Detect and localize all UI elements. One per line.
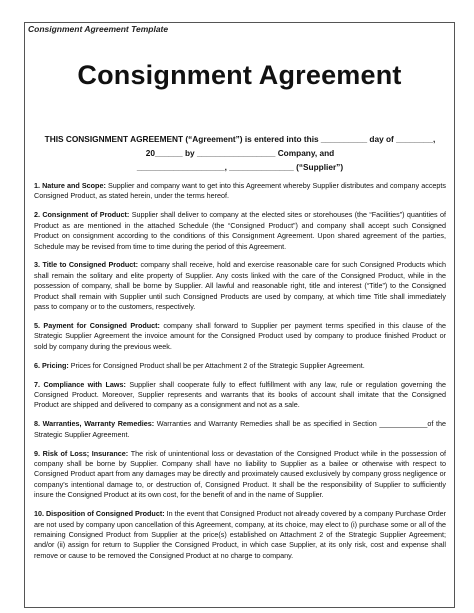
document-title: Consignment Agreement <box>77 60 402 90</box>
section-pricing <box>34 361 446 371</box>
section-heading: 1. Nature and Scope: <box>34 181 106 190</box>
section-body: company shall forward to Supplier per payment terms specified in this clause of the Strategic Supplier Agreement the invoice amount for the Consigned Product used by company to produce finished Product or sold by company during the previous week. <box>34 320 446 351</box>
section-body: In the event that Consigned Product not already covered by a company Purchase Order are not used by company upon cancellation of this Agreement, company, at its choice, may elect to (i) purchase some or all of the remaining Consigned Product from Supplier at the price(s) established on Attachment 2 of the Strategic Supplier Agreement; and/or (ii) assign for return to Supplier the Consigned Product, in which case Supplier, at its only risk, cost and expense shall remove or cause to be removed the Consigned Product at no charge to company. <box>34 509 447 560</box>
section-body: Supplier shall cooperate fully to effect fulfillment with any law, rule or regulation governing the Consigned Product. Moreover, Supplier represents and warrants that its books of account shall imitate that the Consigned Product are shipped and delivered to company as a consignment and not as a sale. <box>34 379 447 410</box>
section-body: Prices for Consigned Product shall be per Attachment 2 of the Strategic Supplier Agreement. <box>70 360 365 370</box>
section-heading: 3. Title to Consigned Product: <box>34 260 139 270</box>
section-warranties <box>34 419 446 440</box>
section-heading: 6. Pricing: <box>34 360 69 370</box>
section-body: The risk of unintentional loss or devastation of the Consigned Product while in the possession of company shall be borne by Supplier. Company shall have no liability to Supplier as a bailee or otherwise with respect to Consigned Product apart from any damages may be directly and proximately caused exclusively by company gross negligence or company’s intentional damage to, or destruction of, Consigned Product. It shall be the responsibility of Supplier to sufficiently insure the Consigned Product at its own cost, for the benefit of and in the name of Supplier. <box>34 448 447 500</box>
section-heading: 5. Payment for Consigned Product: <box>34 320 160 330</box>
section-consignment-of-product <box>34 210 446 252</box>
intro-line-2: 20______ by _________________ Company, and <box>145 148 335 158</box>
section-heading: 2. Consignment of Product: <box>34 210 130 220</box>
intro-line-1: THIS CONSIGNMENT AGREEMENT (“Agreement”) is entered into this __________ day of ________, <box>44 134 436 144</box>
section-heading: 8. Warranties, Warranty Remedies: <box>34 419 155 429</box>
section-title-to-consigned-product <box>34 260 446 312</box>
intro-line-3: ___________________, ______________ (“Supplier”) <box>136 162 344 172</box>
section-risk-of-loss <box>34 449 446 501</box>
section-heading: 7. Compliance with Laws: <box>34 379 126 389</box>
section-disposition <box>34 509 446 561</box>
section-body: Supplier and company want to get into this Agreement whereby Supplier distributes and company accepts Consigned Product, as stated herein, under the terms hereof. <box>34 181 446 201</box>
section-body: Warranties and Warranty Remedies shall be as specified in Section ____________of the Strategic Supplier Agreement. <box>34 419 446 439</box>
section-body: Supplier shall deliver to company at the elected sites or storehouses (the “Facilities”) quantities of Product as are mentioned in the attached Schedule (the “Consigned Product”) and company shall accept such Consigned Product on consignment according to the conditions of this Consignment Agreement. Upon shared agreement of the parties, Schedule may be revised from time to time during the period of this Agreement. <box>34 210 447 251</box>
section-heading: 10. Disposition of Consigned Product: <box>34 509 165 519</box>
section-payment <box>34 321 446 352</box>
section-compliance-with-laws <box>34 380 446 411</box>
section-nature-and-scope <box>34 181 446 202</box>
section-body: company shall receive, hold and exercise reasonable care for such Consigned Products which shall remain the solitary and elite property of Supplier. Any costs linked with the care of the Consigned Product, while in the possession of company, shall be borne by Supplier. All lawful and reasonable right, title and interest (“Title”) to the Consigned Product shall remain with Supplier until such Consigned Products are used by company, at which time Title shall immediately pass to company or to the customers, respectively. <box>34 260 446 312</box>
section-heading: 9. Risk of Loss; Insurance: <box>34 448 129 458</box>
sections <box>34 181 446 570</box>
template-label: Consignment Agreement Template <box>28 24 169 34</box>
intro-paragraph <box>34 132 446 174</box>
